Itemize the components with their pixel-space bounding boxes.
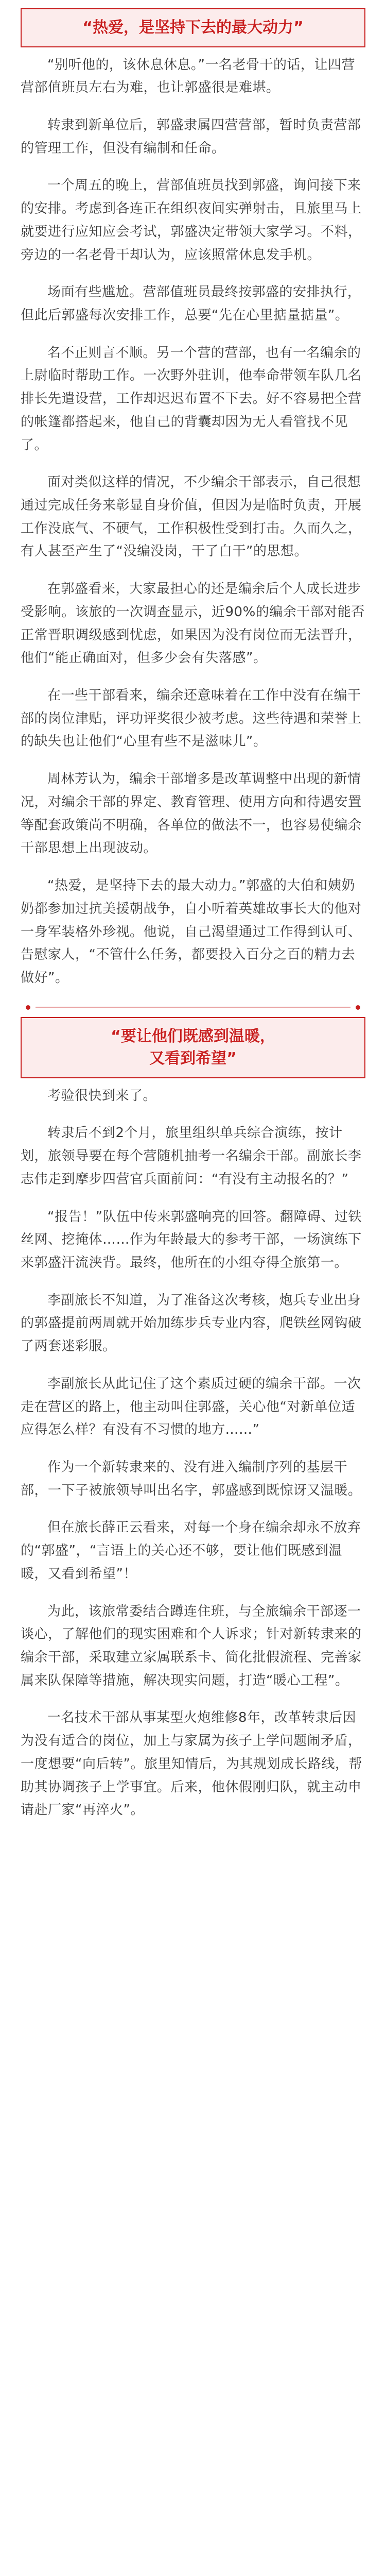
section-1-paragraph: 在郭盛看来，大家最担心的还是编余后个人成长进步受影响。该旅的一次调查显示，近90%的编余干部对能否正常晋职调级感到忧虑，如果因为没有岗位而无法晋升，他们“能正确面对，但多少会有失落感”。 [21,581,365,666]
divider-line [36,1007,350,1008]
section-heading-2-line-2: 又看到希望” [149,1049,237,1068]
section-1-paragraph: “热爱，是坚持下去的最大动力。”郭盛的大伯和姨奶奶都参加过抗美援朝战争，自小听着英雄故事长大的他对一身军装格外珍视。他说，自己渴望通过工作得到认可、告慰家人，“不管什么任务，都要投入百分之百的精力去做好”。 [21,878,362,986]
section-2-paragraph: 转隶后不到2个月，旅里组织单兵综合演练，按计划，旅领导要在每个营随机抽考一名编余干部。副旅长李志伟走到摩步四营官兵面前问：“有没有主动报名的？” [21,1125,362,1187]
section-1-paragraph: 名不正则言不顺。另一个营的营部，也有一名编余的上尉临时帮助工作。一次野外驻训，他奉命带领车队几名排长先遣设营，工作却迟迟布置不下去。好不容易把全营的帐篷都搭起来，他自己的背囊却因为无人看管找不见了。 [21,345,362,453]
section-2-paragraph: 为此，该旅常委结合蹲连住班，与全旅编余干部逐一谈心，了解他们的现实困难和个人诉求；针对新转隶来的编余干部，采取建立家属联系卡、简化批假流程、完善家属来队保障等措施，解决现实问题，打造“暖心工程”。 [21,1603,362,1688]
section-2-paragraph: 李副旅长不知道，为了准备这次考核，炮兵专业出身的郭盛提前两周就开始加练步兵专业内容，爬铁丝网钩破了两套迷彩服。 [21,1292,362,1354]
section-1-paragraph: 转隶到新单位后，郭盛隶属四营营部，暂时负责营部的管理工作，但没有编制和任命。 [21,117,361,156]
section-1-paragraph: 在一些干部看来，编余还意味着在工作中没有在编干部的岗位津贴，评功评奖很少被考虑。这些待遇和荣誉上的缺失也让他们“心里有些不是滋味儿”。 [21,688,362,750]
section-1-body [21,54,365,990]
section-1-paragraph: 周林芳认为，编余干部增多是改革调整中出现的新情况，对编余干部的界定、教育管理、使用方向和待遇安置等配套政策尚不明确，各单位的做法不一，也容易使编余干部思想上出现波动。 [21,771,362,856]
section-2-paragraph: 一名技术干部从事某型火炮维修8年，改革转隶后因为没有适合的岗位，加上与家属为孩子上学问题闹矛盾，一度想要“向后转”。旅里知情后，为其规划成长路线，帮助其协调孩子上学事宜。后来，他休假刚归队，就主动申请赴厂家“再淬火”。 [21,1710,362,1818]
section-2-paragraph: 考验很快到来了。 [47,1088,157,1104]
divider-dot-right-icon [356,1005,360,1010]
section-2-paragraph: 作为一个新转隶来的、没有进入编制序列的基层干部，一下子被旅领导叫出名字，郭盛感到既惊讶又温暖。 [21,1460,362,1498]
section-1-paragraph: 场面有些尴尬。营部值班员最终按郭盛的安排执行，但此后郭盛每次安排工作，总要“先在心里掂量掂量”。 [21,284,361,323]
section-heading-2 [21,1017,365,1078]
section-heading-1-text: “热爱，是坚持下去的最大动力” [82,19,304,37]
section-heading-1 [21,8,365,47]
section-2-paragraph: 李副旅长从此记住了这个素质过硬的编余干部。一次走在营区的路上，他主动叫住郭盛，关心他“对新单位适应得怎么样？有没有不习惯的地方……” [21,1376,361,1438]
section-1-paragraph: “别听他的，该休息休息。”一名老骨干的话，让四营营部值班员左右为难，也让郭盛很是难堪。 [21,57,355,96]
section-1-paragraph: 面对类似这样的情况，不少编余干部表示，自己很想通过完成任务来彰显自身价值，但因为是临时负责，开展工作没底气、不硬气，工作积极性受到打击。久而久之，有人甚至产生了“没编没岗，干了白干”的思想。 [21,474,362,560]
section-2-paragraph: “报告！”队伍中传来郭盛响亮的回答。翻障碍、过铁丝网、挖掩体……作为年龄最大的参考干部，一场演练下来郭盛汗流浃背。最终，他所在的小组夺得全旅第一。 [21,1209,362,1270]
section-divider [21,1005,365,1010]
section-heading-2-line-1: “要让他们既感到温暖， [111,1027,275,1045]
divider-dot-left-icon [26,1005,30,1010]
section-2-paragraph: 但在旅长薛正云看来，对每一个身在编余却永不放弃的“郭盛”，“言语上的关心还不够，要让他们既感到温暖，又看到希望”！ [21,1520,361,1582]
section-1-paragraph: 一个周五的晚上，营部值班员找到郭盛，询问接下来的安排。考虑到各连正在组织夜间实弹射击，且旅里马上就要进行应知应会考试，郭盛决定带领大家学习。不料，旁边的一名老骨干却认为，应该照常休息发手机。 [21,178,362,263]
section-2-body [21,1084,365,1822]
